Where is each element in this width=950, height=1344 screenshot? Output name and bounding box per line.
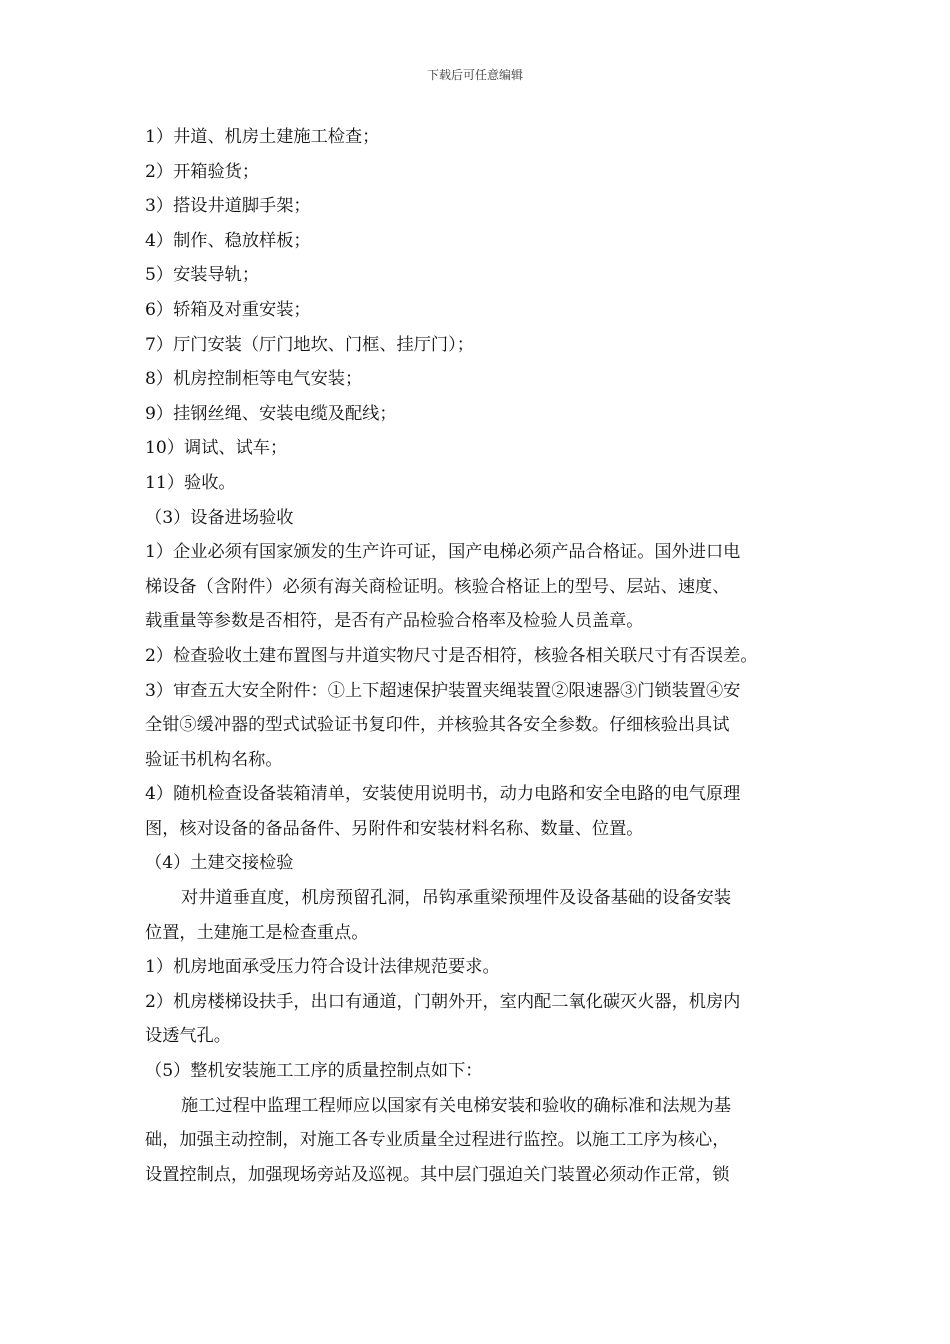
text-line: 位置，土建施工是检查重点。: [145, 922, 369, 943]
text-line: 8）机房控制柜等电气安装；: [145, 369, 363, 390]
section-heading: （5）整机安装施工工序的质量控制点如下：: [145, 1061, 483, 1082]
text-line: 1）机房地面承受压力符合设计法律规范要求。: [145, 957, 500, 978]
section-heading: （3）设备进场验收: [145, 507, 294, 528]
text-line: 础，加强主动控制，对施工各专业质量全过程进行监控。以施工工序为核心，: [145, 1130, 730, 1151]
text-line: 梯设备（含附件）必须有海关商检证明。核验合格证上的型号、层站、速度、: [145, 576, 730, 597]
text-line: 设透气孔。: [145, 1026, 231, 1047]
paragraph-line: 对井道垂直度，机房预留孔洞，吊钩承重梁预埋件及设备基础的设备安装: [181, 888, 732, 909]
text-line: 2）开箱验货；: [145, 161, 260, 182]
paragraph-line: 施工过程中监理工程师应以国家有关电梯安装和验收的确标准和法规为基: [181, 1095, 732, 1116]
document-body: [145, 120, 815, 1192]
text-line: 1）井道、机房土建施工检查；: [145, 127, 380, 147]
text-line: 载重量等参数是否相符，是否有产品检验合格率及检验人员盖章。: [145, 611, 644, 632]
text-line: 验证书机构名称。: [145, 749, 283, 770]
page-header: 下载后可任意编辑: [426, 68, 523, 82]
text-line: 6）轿箱及对重安装；: [145, 299, 311, 320]
text-line: 4）制作、稳放样板；: [145, 230, 311, 251]
text-line: 图，核对设备的备品备件、另附件和安装材料名称、数量、位置。: [145, 818, 644, 839]
text-line: 5）安装导轨；: [145, 265, 260, 286]
text-line: 2）机房楼梯设扶手，出口有通道，门朝外开，室内配二氧化碳灭火器，机房内: [145, 991, 741, 1012]
text-line: 3）搭设井道脚手架；: [145, 196, 311, 217]
text-line: 全钳⑤缓冲器的型式试验证书复印件，并核验其各安全参数。仔细核验出具试: [145, 715, 730, 736]
section-heading: （4）土建交接检验: [145, 853, 294, 874]
text-line: 4）随机检查设备装箱清单，安装使用说明书，动力电路和安全电路的电气原理: [145, 784, 741, 805]
text-line: 3）审查五大安全附件：①上下超速保护装置夹绳装置②限速器③门锁装置④安: [145, 680, 741, 701]
text-line: 1）企业必须有国家颁发的生产许可证，国产电梯必须产品合格证。国外进口电: [145, 542, 741, 563]
text-line: 10）调试、试车；: [145, 438, 288, 459]
text-line: 11）验收。: [145, 472, 236, 493]
text-line: 7）厅门安装（厅门地坎、门框、挂厅门）；: [145, 334, 474, 355]
text-line: 9）挂钢丝绳、安装电缆及配线；: [145, 403, 397, 424]
text-line: 2）检查验收土建布置图与井道实物尺寸是否相符，核验各相关联尺寸有否误差。: [145, 645, 758, 666]
text-line: 设置控制点，加强现场旁站及巡视。其中层门强迫关门装置必须动作正常，锁: [145, 1164, 730, 1185]
